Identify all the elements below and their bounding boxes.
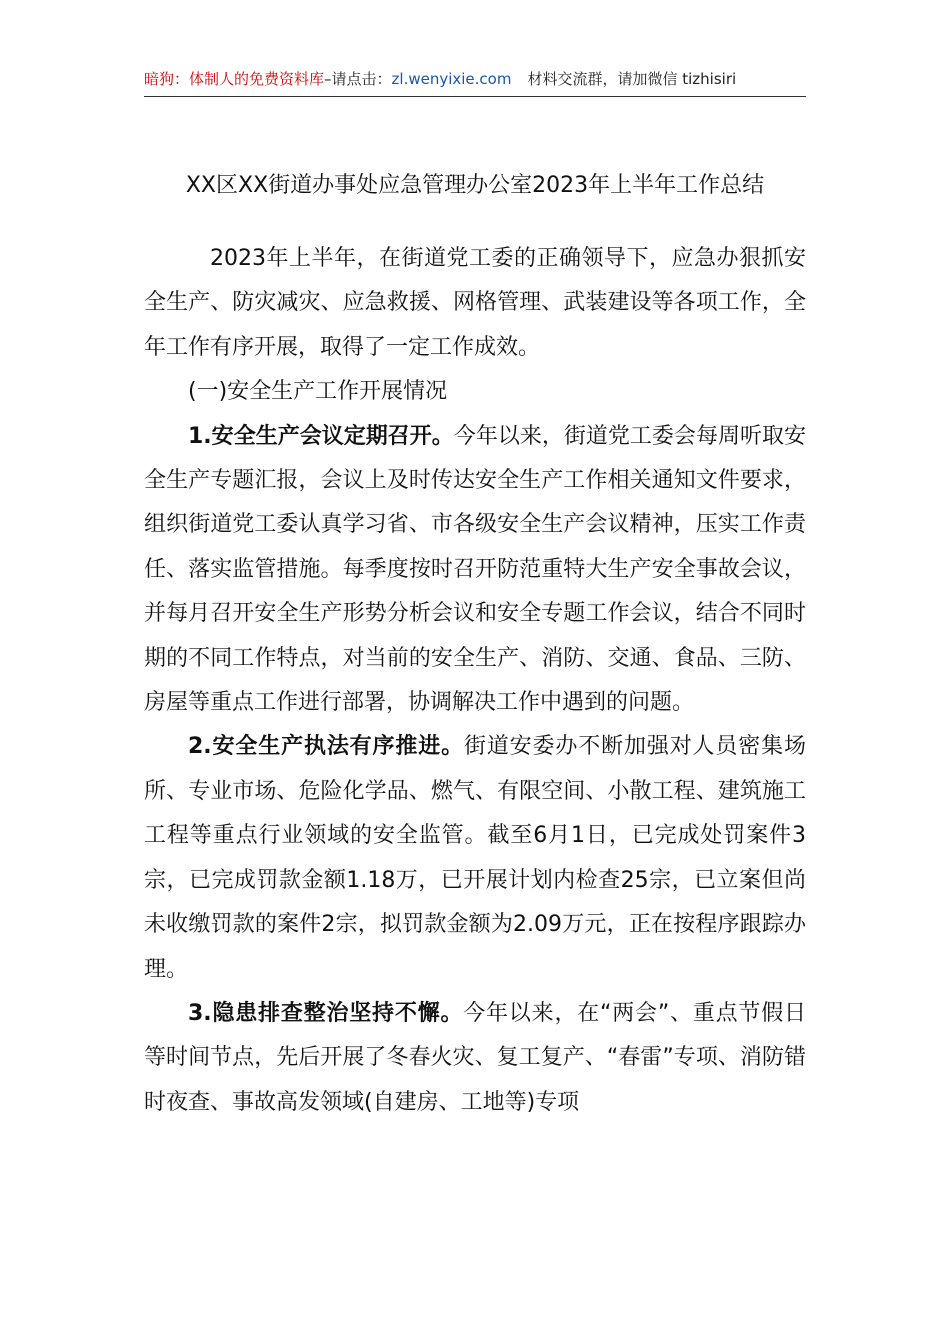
item-heading-2: 2.安全生产执法有序推进。	[188, 734, 464, 760]
intro-paragraph: 2023年上半年，在街道党工委的正确领导下，应急办狠抓安全生产、防灾减灾、应急救援、网格管理、武装建设等各项工作，全年工作有序开展，取得了一定工作成效。	[144, 246, 806, 360]
item-heading-1: 1.安全生产会议定期召开。	[188, 423, 454, 449]
item-paragraph-2	[144, 725, 806, 991]
page-header	[144, 66, 806, 97]
item-text-3: 今年以来，在“两会”、重点节假日等时间节点，先后开展了冬春火灾、复工复产、“春雷”专项、消防错时夜查、事故高发领域(自建房、工地等)专项	[144, 1000, 807, 1115]
header-site-link[interactable]: zl.wenyixie.com	[391, 70, 512, 88]
header-site-name: 暗狗：体制人的免费资料库	[144, 70, 325, 88]
item-text-2: 街道安委办不断加强对人员密集场所、专业市场、危险化学品、燃气、有限空间、小散工程、建筑施工工程等重点行业领域的安全监管。截至6月1日，已完成处罚案件3宗，已完成罚款金额1.18万，已开展计划内检查25宗，已立案但尚未收缴罚款的案件2宗，拟罚款金额为2.09万元，正在按程序跟踪办理。	[144, 734, 806, 982]
document-body	[144, 237, 806, 1125]
item-text-1: 今年以来，街道党工委会每周听取安全生产专题汇报，会议上及时传达安全生产工作相关通知文件要求，组织街道党工委认真学习省、市各级安全生产会议精神，压实工作责任、落实监管措施。每季度按时召开防范重特大生产安全事故会议，并每月召开安全生产形势分析会议和安全专题工作会议，结合不同时期的不同工作特点，对当前的安全生产、消防、交通、食品、三防、房屋等重点工作进行部署，协调解决工作中遇到的问题。	[144, 423, 806, 716]
header-click-prompt: –请点击：	[324, 70, 392, 88]
item-paragraph-3	[144, 992, 806, 1125]
header-wechat-note: 材料交流群，请加微信 tizhisiri	[527, 70, 737, 88]
section-heading: (一)安全生产工作开展情况	[188, 379, 448, 405]
item-heading-3: 3.隐患排查整治坚持不懈。	[188, 1000, 464, 1026]
item-paragraph-1	[144, 415, 806, 726]
document-title: XX区XX街道办事处应急管理办公室2023年上半年工作总结	[185, 173, 765, 198]
